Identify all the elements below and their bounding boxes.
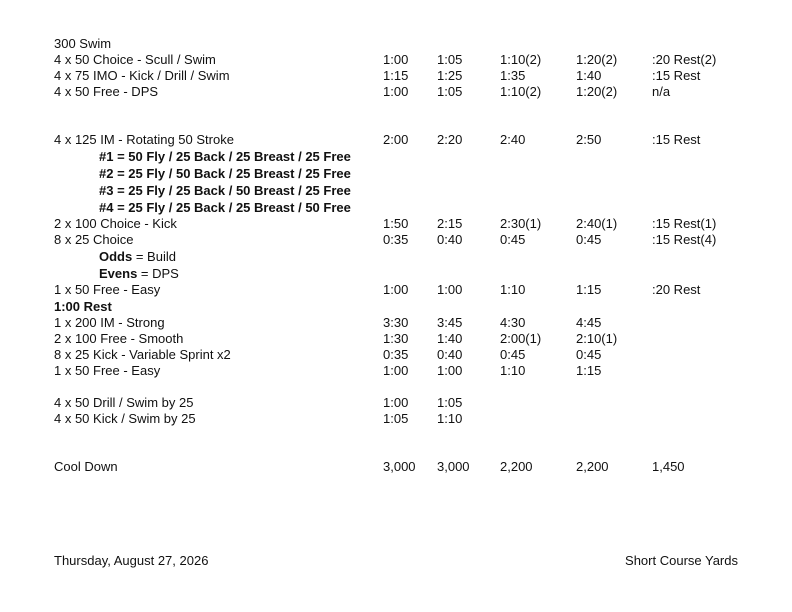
interval-col-3: 1:10(2) (500, 52, 542, 67)
set-description: 1 x 200 IM - Strong (54, 315, 165, 330)
interval-col-4: 1:20(2) (576, 52, 618, 67)
set-description: 1 x 50 Free - Easy (54, 282, 161, 297)
set-description: 8 x 25 Choice (54, 232, 134, 247)
total-col-5: 1,450 (652, 459, 685, 474)
total-col-4: 2,200 (576, 459, 609, 474)
interval-col-4: 1:40 (576, 68, 602, 83)
interval-col-4: 0:45 (576, 347, 602, 362)
interval-col-3: 2:00(1) (500, 331, 542, 346)
set-note-value: = DPS (137, 266, 179, 281)
interval-col-2: 1:05 (437, 395, 463, 410)
interval-col-1: 2:00 (383, 132, 409, 147)
total-col-2: 3,000 (437, 459, 470, 474)
set-description: 8 x 25 Kick - Variable Sprint x2 (54, 347, 231, 362)
interval-col-3: 0:45 (500, 347, 526, 362)
interval-col-3: 1:10 (500, 363, 526, 378)
interval-col-1: 1:30 (383, 331, 409, 346)
set-note-value: = Build (132, 249, 176, 264)
interval-col-2: 0:40 (437, 232, 463, 247)
interval-col-1: 1:00 (383, 84, 409, 99)
interval-col-2: 0:40 (437, 347, 463, 362)
interval-col-1: 1:50 (383, 216, 409, 231)
interval-col-3: 2:40 (500, 132, 526, 147)
rest-label: 1:00 Rest (54, 299, 112, 314)
interval-col-4: 2:40(1) (576, 216, 618, 231)
footer-course: Short Course Yards (625, 553, 738, 568)
interval-col-2: 1:05 (437, 52, 463, 67)
set-description: 2 x 100 Free - Smooth (54, 331, 184, 346)
set-description: 4 x 50 Free - DPS (54, 84, 159, 99)
interval-col-1: 1:00 (383, 363, 409, 378)
set-description: 4 x 75 IMO - Kick / Drill / Swim (54, 68, 230, 83)
rest-col: :15 Rest(1) (652, 216, 717, 231)
interval-col-4: 2:10(1) (576, 331, 618, 346)
interval-col-1: 1:00 (383, 395, 409, 410)
interval-col-2: 3:45 (437, 315, 463, 330)
set-note-text (99, 266, 179, 282)
interval-col-3: 2:30(1) (500, 216, 542, 231)
set-note-text (99, 249, 176, 265)
interval-col-1: 1:15 (383, 68, 409, 83)
interval-col-3: 0:45 (500, 232, 526, 247)
interval-col-1: 3:30 (383, 315, 409, 330)
interval-col-2: 1:05 (437, 84, 463, 99)
cool-down-label: Cool Down (54, 459, 118, 474)
interval-col-2: 2:15 (437, 216, 463, 231)
interval-col-1: 1:00 (383, 52, 409, 67)
interval-col-1: 0:35 (383, 347, 409, 362)
set-description: 300 Swim (54, 36, 112, 51)
rotation-note-text: #2 = 25 Fly / 50 Back / 25 Breast / 25 Free (99, 166, 351, 181)
interval-col-1: 1:00 (383, 282, 409, 297)
rest-col: n/a (652, 84, 671, 99)
set-note-key: Odds (99, 249, 133, 264)
interval-col-4: 0:45 (576, 232, 602, 247)
rotation-note-text: #1 = 50 Fly / 25 Back / 25 Breast / 25 Free (99, 149, 351, 164)
rest-col: :15 Rest (652, 132, 701, 147)
interval-col-3: 1:10(2) (500, 84, 542, 99)
set-description: 2 x 100 Choice - Kick (54, 216, 177, 231)
rotation-note-text: #3 = 25 Fly / 25 Back / 50 Breast / 25 Free (99, 183, 351, 198)
interval-col-4: 2:50 (576, 132, 602, 147)
interval-col-4: 1:15 (576, 363, 602, 378)
set-description: 1 x 50 Free - Easy (54, 363, 161, 378)
set-description: 4 x 50 Drill / Swim by 25 (54, 395, 194, 410)
total-col-3: 2,200 (500, 459, 533, 474)
interval-col-1: 1:05 (383, 411, 409, 426)
rest-col: :15 Rest (652, 68, 701, 83)
set-description: 4 x 50 Kick / Swim by 25 (54, 411, 196, 426)
interval-col-1: 0:35 (383, 232, 409, 247)
interval-col-2: 2:20 (437, 132, 463, 147)
interval-col-2: 1:10 (437, 411, 463, 426)
interval-col-3: 4:30 (500, 315, 526, 330)
interval-col-2: 1:25 (437, 68, 463, 83)
rest-col: :15 Rest(4) (652, 232, 717, 247)
total-col-1: 3,000 (383, 459, 416, 474)
interval-col-4: 1:20(2) (576, 84, 618, 99)
interval-col-2: 1:40 (437, 331, 463, 346)
footer-date: Thursday, August 27, 2026 (54, 553, 209, 568)
interval-col-4: 4:45 (576, 315, 602, 330)
interval-col-4: 1:15 (576, 282, 602, 297)
interval-col-2: 1:00 (437, 363, 463, 378)
rest-col: :20 Rest (652, 282, 701, 297)
interval-col-3: 1:10 (500, 282, 526, 297)
rest-col: :20 Rest(2) (652, 52, 717, 67)
interval-col-3: 1:35 (500, 68, 526, 83)
set-note-key: Evens (99, 266, 138, 281)
set-description: 4 x 50 Choice - Scull / Swim (54, 52, 216, 67)
set-description: 4 x 125 IM - Rotating 50 Stroke (54, 132, 234, 147)
interval-col-2: 1:00 (437, 282, 463, 297)
rotation-note-text: #4 = 25 Fly / 25 Back / 25 Breast / 50 Free (99, 200, 351, 215)
